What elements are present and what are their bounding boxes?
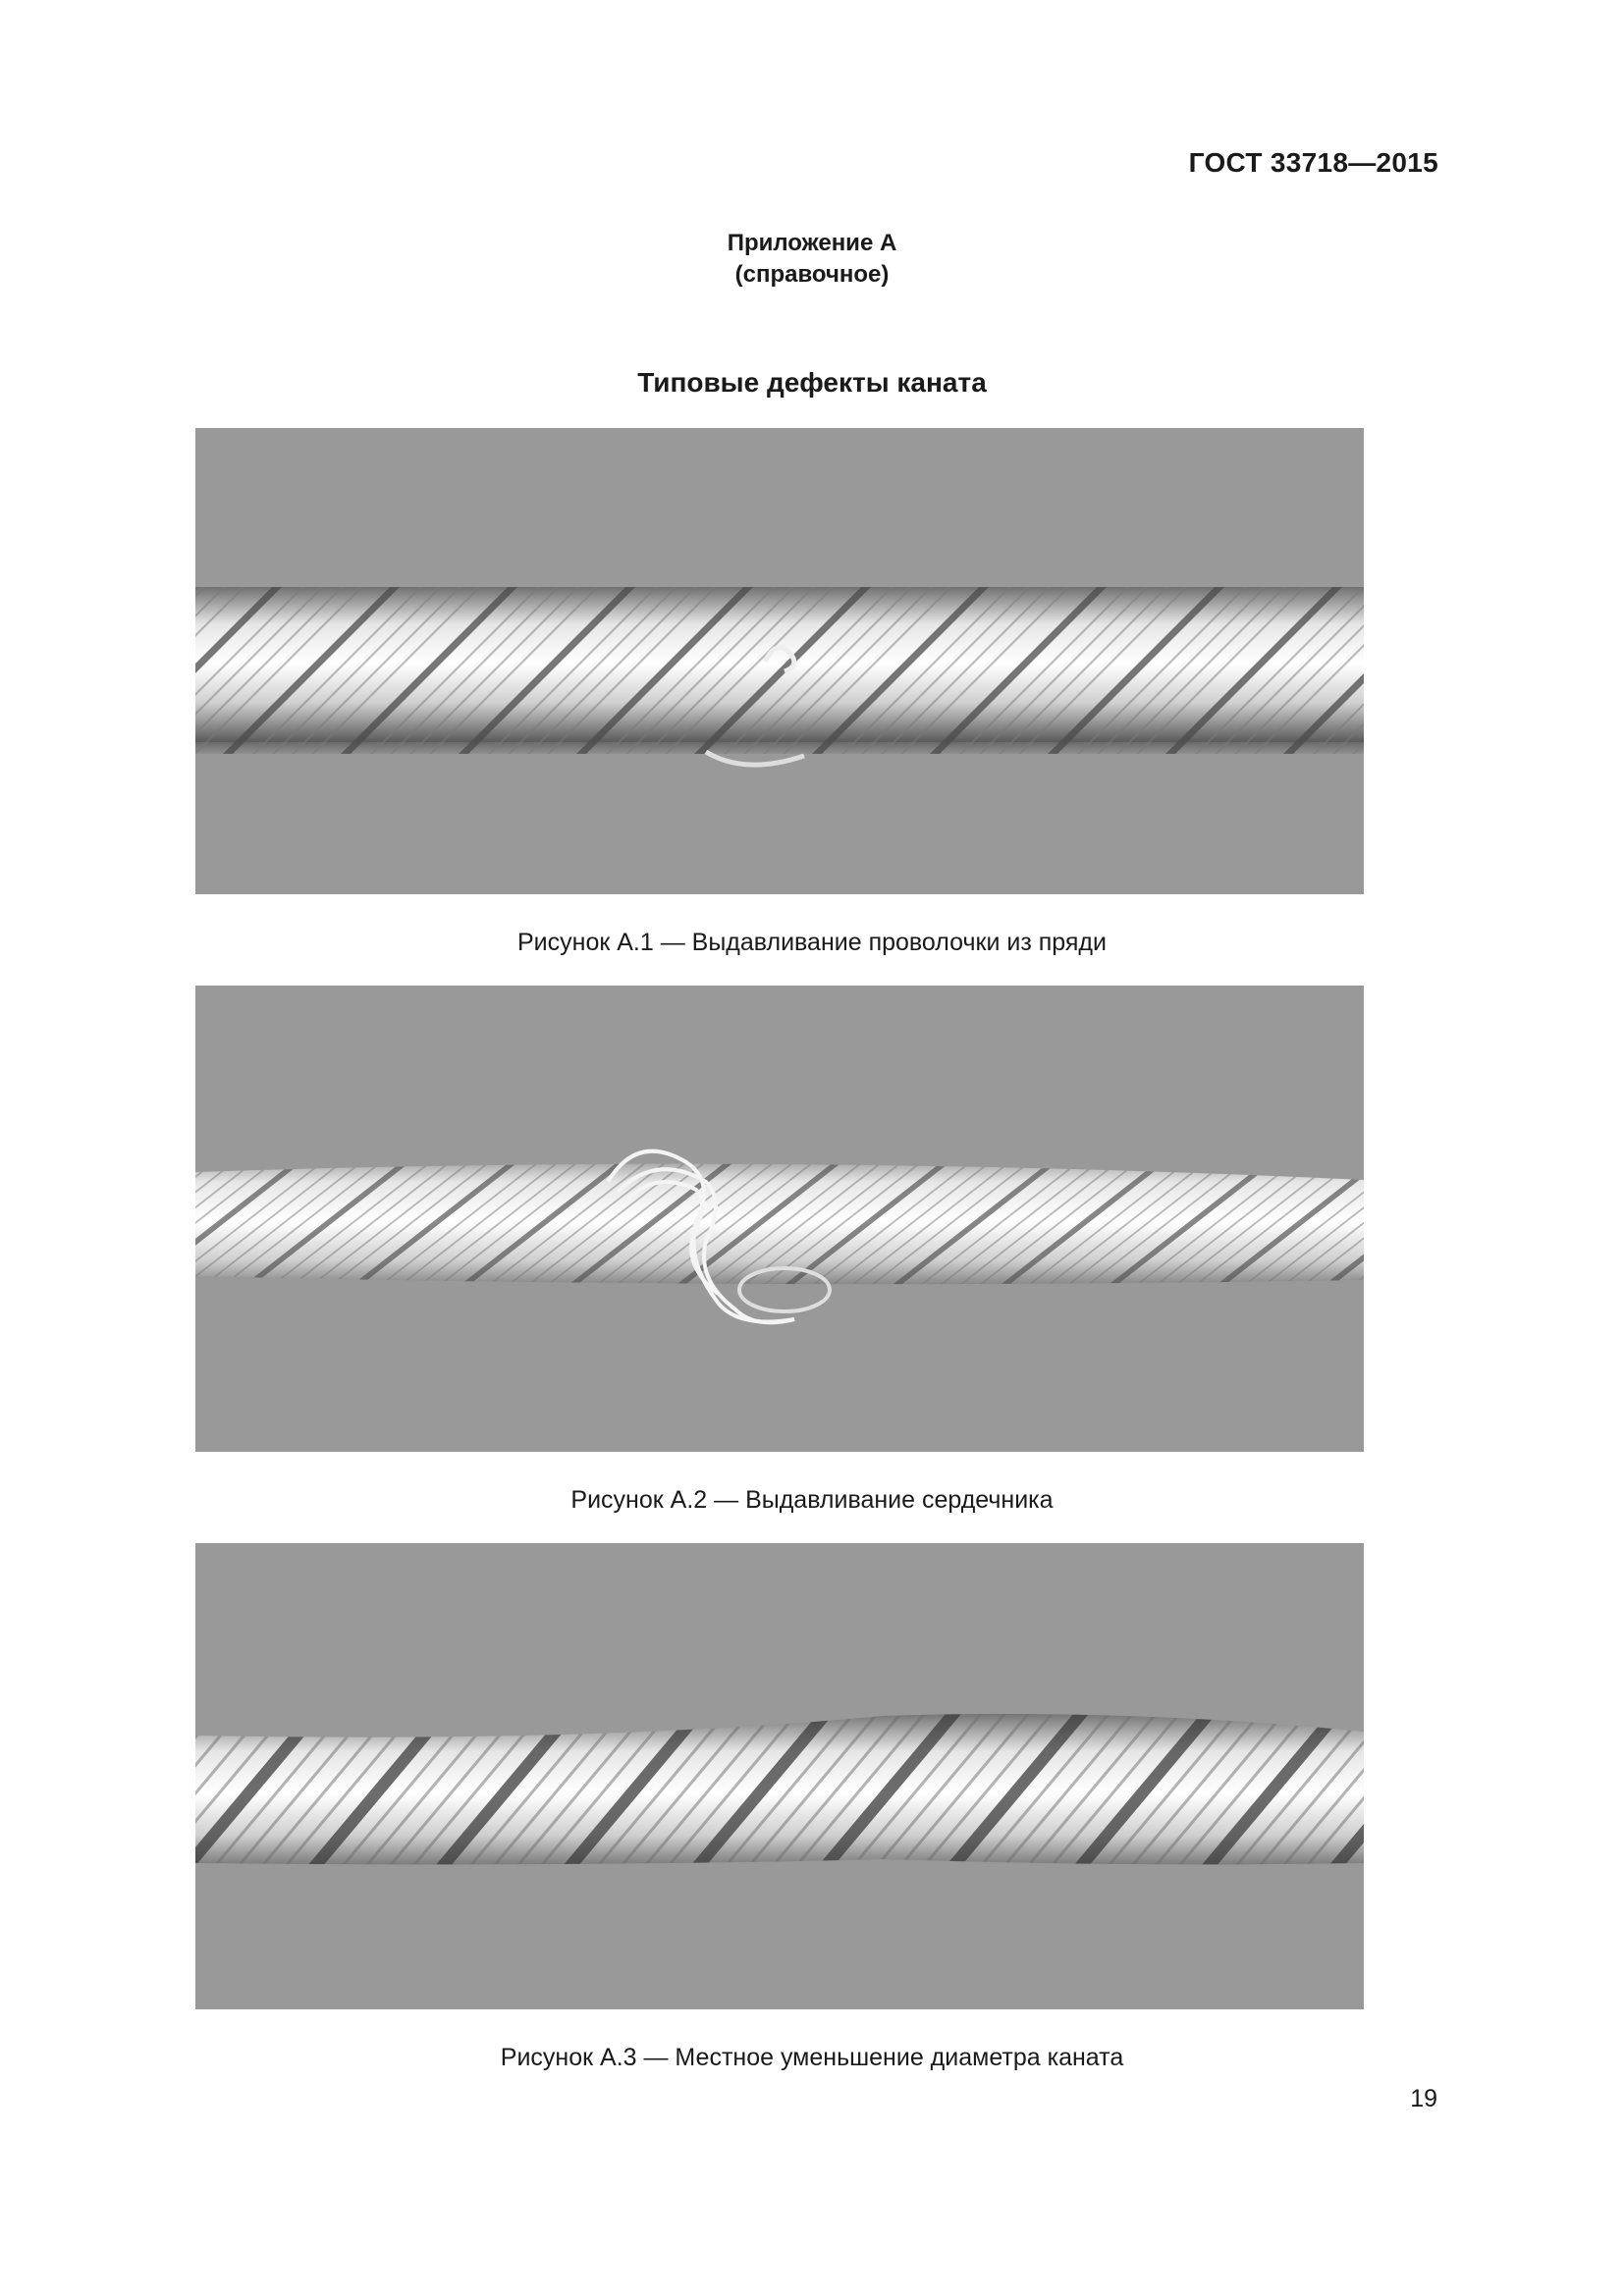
appendix-heading: [0, 228, 1624, 291]
figure-a2-caption: Рисунок А.2 — Выдавливание сердечника: [570, 1486, 1054, 1514]
rope-image: [195, 1543, 1364, 2009]
rope-body: [195, 1714, 1364, 1864]
document-code: ГОСТ 33718—2015: [1188, 147, 1438, 178]
section-title: Типовые дефекты каната: [637, 367, 987, 398]
figure-a2-photo: [195, 986, 1364, 1452]
figure-a3-photo: [195, 1543, 1364, 2009]
appendix-title: Приложение А: [727, 230, 897, 256]
figure-a3-caption: Рисунок А.3 — Местное уменьшение диаметра каната: [500, 2044, 1124, 2071]
rope-body: [195, 1164, 1364, 1285]
appendix-subtitle: (справочное): [734, 261, 890, 288]
rope-image: [195, 986, 1364, 1452]
rope-body: [195, 587, 1364, 754]
figure-a1-caption: Рисунок А.1 — Выдавливание проволочки из пряди: [517, 929, 1107, 956]
page-number: 19: [1410, 2085, 1437, 2112]
figure-a1-photo: [195, 428, 1364, 894]
rope-image: [195, 428, 1364, 894]
